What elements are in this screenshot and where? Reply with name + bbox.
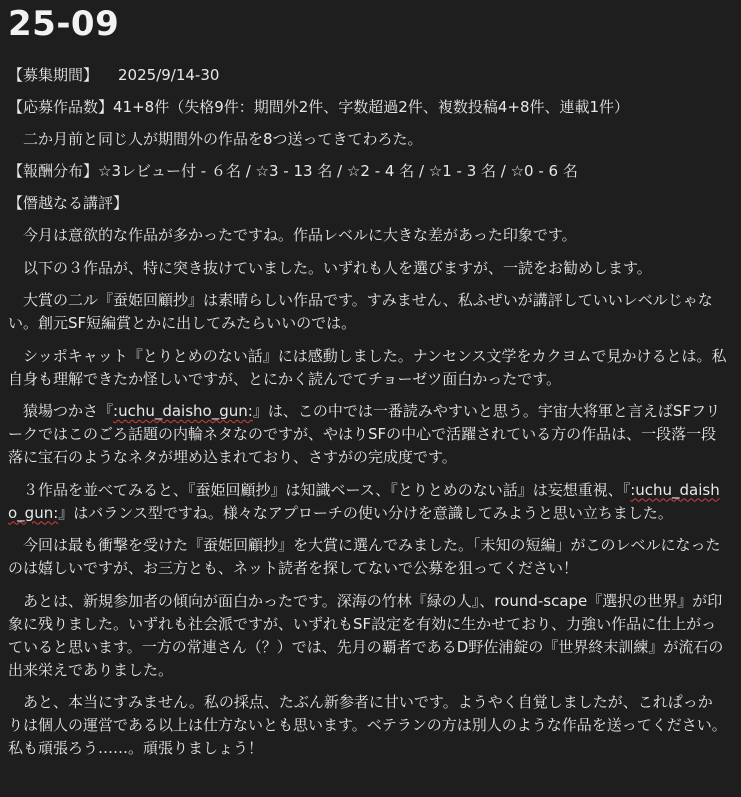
review-heading: 【僭越なる講評】 <box>8 194 129 212</box>
review-paragraph-5-start: 猿場つかさ『 <box>23 402 114 420</box>
entries-line <box>8 96 727 119</box>
rewards-label: 【報酬分布】 <box>8 162 99 180</box>
review-paragraph-3: 大賞の二ル『蚕姫回顧抄』は素晴らしい作品です。すみません、私ふぜいが講評していいレベルじゃない。創元SF短編賞とかに出してみたらいいのでは。 <box>8 291 713 332</box>
review-paragraph-1: 今月は意欲的な作品が多かったですね。作品レベルに大きな差があった印象です。 <box>23 226 577 244</box>
entries-label: 【応募作品数】 <box>8 98 114 116</box>
page-title: 25-09 <box>8 4 120 44</box>
period-label: 【募集期間】 <box>8 66 99 84</box>
rewards-line <box>8 160 727 183</box>
review-paragraph-9: あと、本当にすみません。私の採点、たぶん新参者に甘いです。ようやく自覚しましたが、これぱっかりは個人の運営である以上は仕方ないとも思います。ベテランの方は別人のような作品を送ってください。私も頑張ろう……。頑張りましょう！ <box>8 693 727 757</box>
review-paragraph-4: シッポキャット『とりとめのない話』には感動しました。ナンセンス文学をカクヨムで見かけるとは。私自身も理解できたか怪しいですが、とにかく読んでてチョーゼツ面白かったです。 <box>8 346 727 388</box>
period-line <box>8 64 727 87</box>
entries-value: 41+8件（失格9件：期間外2件、字数超過2件、複数投稿4+8件、連載1件） <box>113 98 630 116</box>
review-paragraph-6 <box>8 479 727 525</box>
review-paragraph-5-end: 』は、この中では一番読みやすいと思う。宇宙大将軍と言えばSFフリークではこのごろ話題の内輪ネタなのですが、やはりSFの中心で活躍されている方の作品は、一段落一段落に宝石のようなネタが埋め込まれており、さすがの完成度です。 <box>8 402 721 466</box>
shortcode-text: :uchu_daisho_gun: <box>113 402 253 420</box>
review-paragraph-7: 今回は最も衝撃を受けた『蚕姫回顧抄』を大賞に選んでみました。「未知の短編」がこのレベルになったのは嬉しいですが、お三方とも、ネット読者を探してないで公募を狙ってください！ <box>8 536 721 577</box>
review-paragraph-2: 以下の３作品が、特に突き抜けていました。いずれも人を選びますが、一読をお勧めします。 <box>23 258 652 277</box>
shortcode-text: :uchu_daisho_gun: <box>8 480 720 522</box>
review-paragraph-5 <box>8 400 727 469</box>
review-paragraph-6-start: ３作品を並べてみると、『蚕姫回顧抄』は知識ベース、『とりとめのない話』は妄想重視、『 <box>23 480 631 499</box>
entries-note: 二か月前と同じ人が期間外の作品を8つ送ってきてわろた。 <box>23 130 423 148</box>
review-paragraph-6-end: 』はバランス型ですね。様々なアプローチの使い分けを意識してみようと思い立ちました。 <box>58 503 673 522</box>
review-paragraph-8: あとは、新規参加者の傾向が面白かったです。深海の竹林『緑の人』、round-scape『選択の世界』が印象に残りました。いずれも社会派ですが、いずれもSF設定を有効に生かせており、力強い作品に仕上がっていると思います。一方の常連さん（？）では、先月の覇者であるD野佐浦錠の『世界終末訓練』が流石の出来栄えでありました。 <box>8 591 724 679</box>
period-value: 2025/9/14-30 <box>118 66 220 84</box>
document-body <box>8 64 727 760</box>
rewards-value: ☆3レビュー付 - ６名 / ☆3 - 13 名 / ☆2 - 4 名 / ☆1 - 3 名 / ☆0 - 6 名 <box>98 162 578 180</box>
